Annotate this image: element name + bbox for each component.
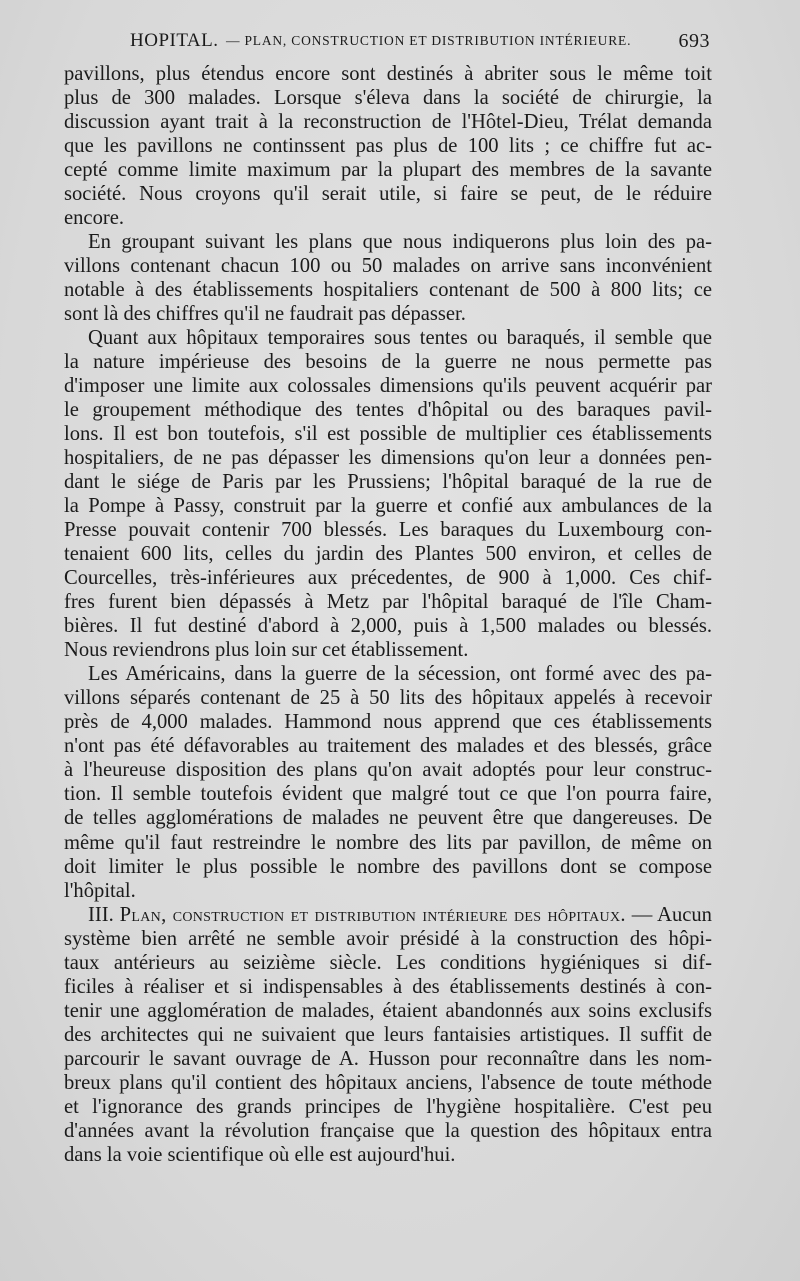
text-line: même qu'il faut restreindre le nombre des lits par pavillon, de même on: [64, 831, 712, 854]
section-heading-line: [64, 903, 712, 927]
section-title: Plan, construction et distribution intérieure des hôpitaux.: [119, 903, 626, 926]
header-subtitle: — PLAN, CONSTRUCTION ET DISTRIBUTION INTÉRIEURE.: [226, 33, 632, 48]
text-line: la Pompe à Passy, construit par la guerre et confié aux ambulances de la: [64, 495, 712, 518]
header-title: HOPITAL.: [130, 30, 219, 51]
text-line: et l'ignorance des grands principes de l'hygiène hospitalière. C'est peu: [64, 1095, 712, 1118]
text-line: Quant aux hôpitaux temporaires sous tentes ou baraqués, il semble que: [88, 327, 712, 350]
text-line: villons séparés contenant de 25 à 50 lits des hôpitaux appelés à recevoir: [64, 687, 712, 710]
text-line: sont là des chiffres qu'il ne faudrait pas dépasser.: [64, 303, 466, 326]
text-line: la nature impérieuse des besoins de la guerre ne nous permette pas: [64, 351, 712, 374]
text-line: notable à des établissements hospitaliers contenant de 500 à 800 lits; ce: [64, 279, 712, 302]
text-line: n'ont pas été défavorables au traitement des malades et des blessés, grâce: [64, 735, 712, 758]
text-line: près de 4,000 malades. Hammond nous apprend que ces établissements: [64, 711, 712, 734]
text-line: ficiles à réaliser et si indispensables à des établissements destinés à con-: [64, 975, 712, 998]
section-lead: — Aucun: [631, 903, 712, 926]
text-line: Nous reviendrons plus loin sur cet établissement.: [64, 639, 469, 662]
text-line: En groupant suivant les plans que nous indiquerons plus loin des pa-: [88, 231, 712, 254]
text-line: Courcelles, très-inférieures aux précedentes, de 900 à 1,000. Ces chif-: [64, 567, 712, 590]
text-line: parcourir le savant ouvrage de A. Husson pour reconnaître dans les nom-: [64, 1047, 712, 1070]
text-line: cepté comme limite maximum par la plupart des membres de la savante: [64, 159, 712, 182]
running-header: [130, 30, 710, 56]
text-line: dant le siége de Paris par les Prussiens; l'hôpital baraqué de la rue de: [64, 471, 712, 494]
text-line: Les Américains, dans la guerre de la sécession, ont formé avec des pa-: [88, 663, 712, 686]
text-line: plus de 300 malades. Lorsque s'éleva dans la société de chirurgie, la: [64, 87, 712, 110]
text-line: système bien arrêté ne semble avoir présidé à la construction des hôpi-: [64, 927, 712, 950]
text-line: tenaient 600 lits, celles du jardin des Plantes 500 environ, et celles de: [64, 543, 712, 566]
text-line: l'hôpital.: [64, 879, 136, 902]
text-line: pavillons, plus étendus encore sont destinés à abriter sous le même toit: [64, 63, 712, 85]
page-number: 693: [678, 30, 710, 52]
text-line: villons contenant chacun 100 ou 50 malades on arrive sans inconvénient: [64, 255, 712, 278]
text-line: lons. Il est bon toutefois, s'il est possible de multiplier ces établissements: [64, 423, 712, 446]
text-line: de telles agglomérations de malades ne peuvent être que dangereuses. De: [64, 807, 712, 830]
text-line: tion. Il semble toutefois évident que malgré tout ce que l'on pourra faire,: [64, 783, 712, 806]
text-line: Presse pouvait contenir 700 blessés. Les baraques du Luxembourg con-: [64, 519, 712, 542]
text-line: société. Nous croyons qu'il serait utile, si faire se peut, de le réduire: [64, 183, 712, 206]
text-line: le groupement méthodique des tentes d'hôpital ou des baraques pavil-: [64, 399, 712, 422]
text-line: que les pavillons ne continssent pas plus de 100 lits ; ce chiffre fut ac-: [64, 135, 712, 158]
text-line: des architectes qui ne suivaient que leurs fantaisies artistiques. Il suffit de: [64, 1023, 712, 1046]
text-line: tenir une agglomération de malades, étaient abandonnés aux soins exclusifs: [64, 999, 712, 1022]
text-line: taux antérieurs au seizième siècle. Les conditions hygiéniques si dif-: [64, 951, 712, 974]
text-line: encore.: [64, 207, 125, 230]
text-line: hospitaliers, de ne pas dépasser les dimensions qu'on leur a données pen-: [64, 447, 712, 470]
section-number: III.: [88, 903, 114, 926]
text-line: doit limiter le plus possible le nombre des pavillons dont se compose: [64, 855, 712, 878]
text-line: dans la voie scientifique où elle est aujourd'hui.: [64, 1143, 456, 1166]
text-line: bières. Il fut destiné d'abord à 2,000, puis à 1,500 malades ou blessés.: [64, 615, 712, 638]
text-line: à l'heureuse disposition des plans qu'on avait adoptés pour leur construc-: [64, 759, 712, 782]
text-line: d'années avant la révolution française que la question des hôpitaux entra: [64, 1119, 712, 1142]
body-text: [64, 62, 712, 1167]
text-line: fres furent bien dépassés à Metz par l'hôpital baraqué de l'île Cham-: [64, 591, 712, 614]
text-line: breux plans qu'il contient des hôpitaux anciens, l'absence de toute méthode: [64, 1071, 712, 1094]
text-line: discussion ayant trait à la reconstruction de l'Hôtel-Dieu, Trélat demanda: [64, 111, 712, 134]
text-line: d'imposer une limite aux colossales dimensions qu'ils peuvent acquérir par: [64, 375, 712, 398]
